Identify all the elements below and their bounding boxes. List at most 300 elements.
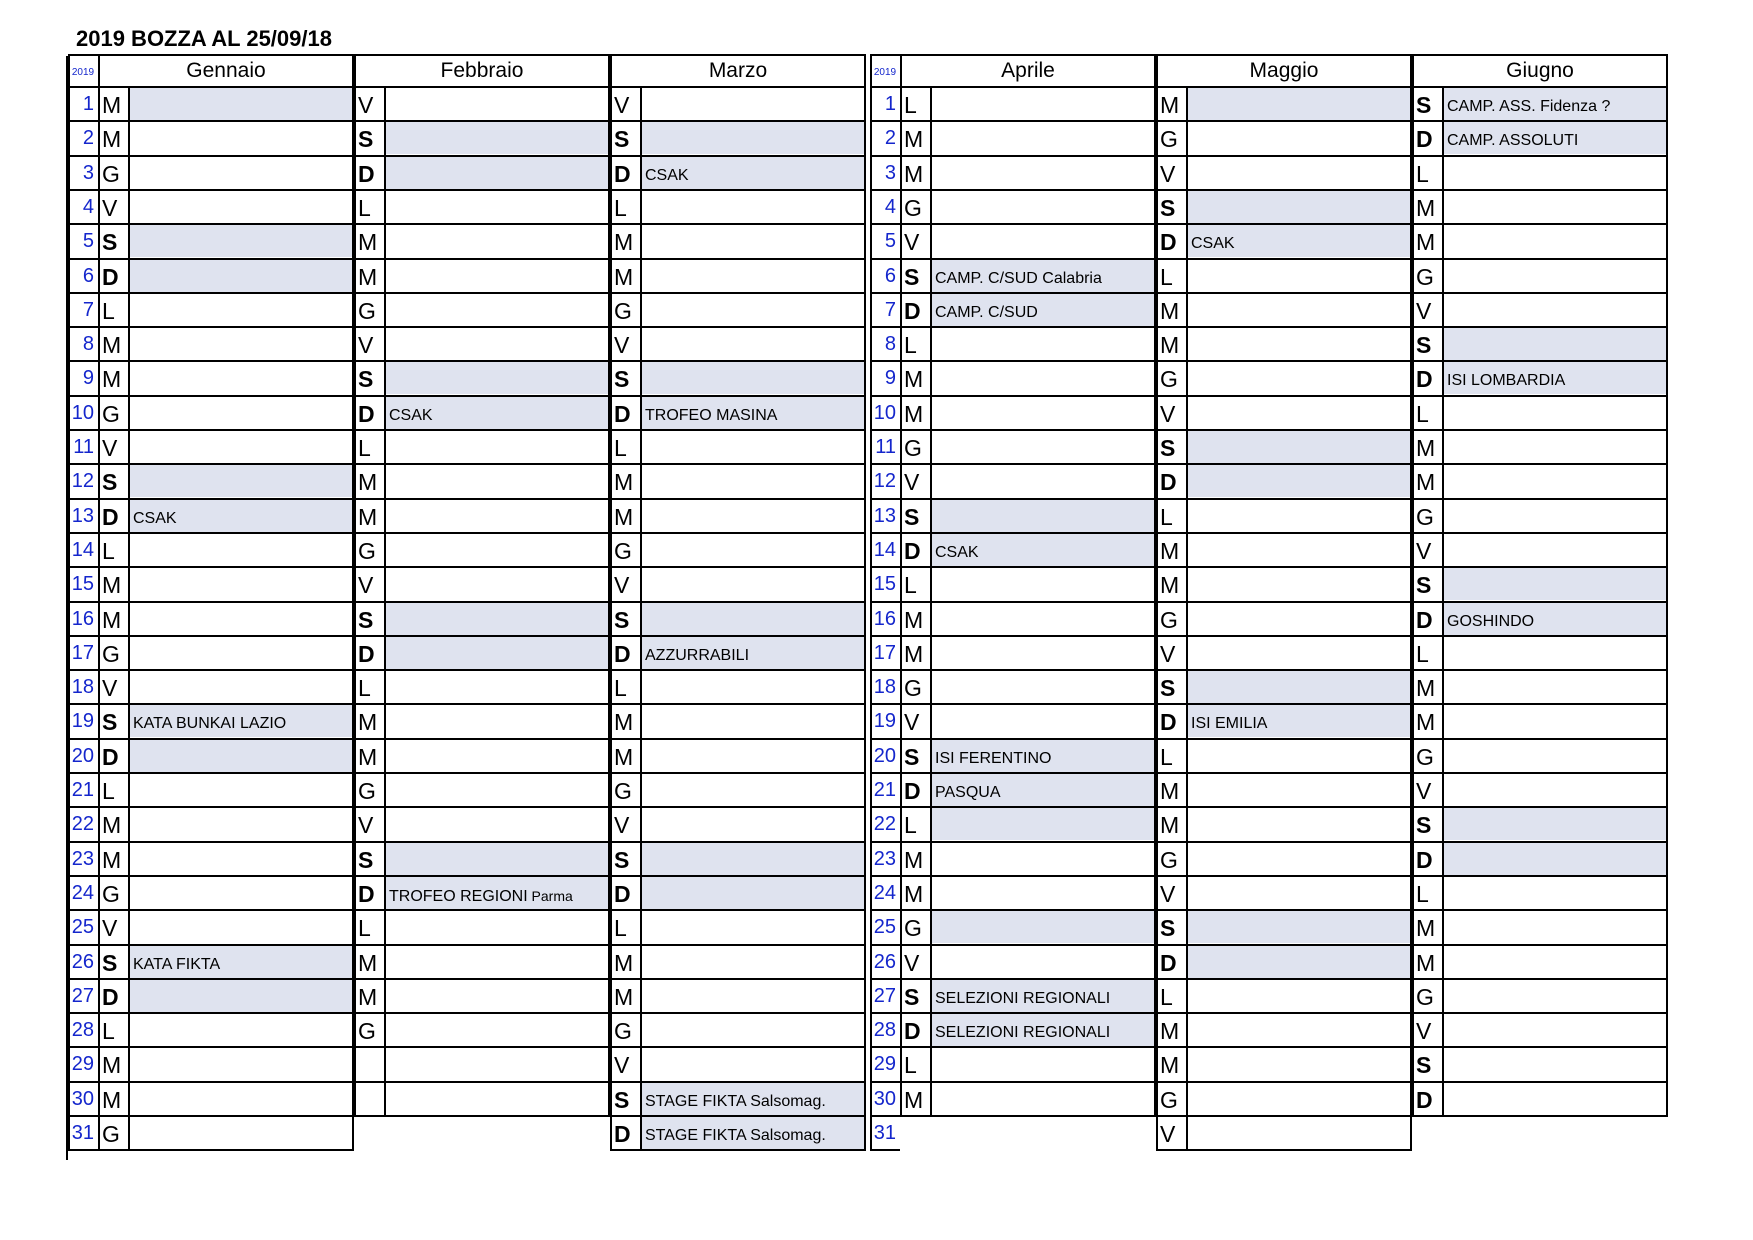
event-cell[interactable]: [642, 397, 866, 429]
calendar-day-row: [1156, 122, 1412, 156]
event-text: TROFEO MASINA: [645, 406, 778, 424]
calendar-day-row: [1156, 877, 1412, 911]
grid-line: [864, 56, 866, 1151]
calendar-day-row: [354, 88, 610, 122]
weekday-letter: G: [102, 400, 120, 427]
calendar-day-row: [1412, 740, 1668, 774]
event-cell[interactable]: [386, 740, 610, 772]
day-number: 25: [873, 916, 896, 939]
event-cell[interactable]: [130, 260, 354, 292]
event-cell[interactable]: [642, 157, 866, 189]
event-cell[interactable]: [386, 808, 610, 840]
event-cell[interactable]: [130, 225, 354, 257]
event-cell[interactable]: [932, 603, 1156, 635]
event-cell[interactable]: [1444, 603, 1668, 635]
event-cell[interactable]: [130, 1048, 354, 1080]
grid-line: [354, 56, 356, 1117]
grid-line: [68, 738, 98, 740]
grid-line: [900, 875, 1156, 877]
event-cell[interactable]: [1444, 294, 1668, 326]
grid-line: [900, 806, 1156, 808]
event-cell[interactable]: [642, 294, 866, 326]
event-cell[interactable]: [642, 431, 866, 463]
event-cell[interactable]: [1188, 157, 1412, 189]
event-cell[interactable]: [932, 260, 1156, 292]
event-cell[interactable]: [1188, 500, 1412, 532]
event-cell[interactable]: [642, 500, 866, 532]
event-cell[interactable]: [1444, 568, 1668, 600]
event-cell[interactable]: [1444, 774, 1668, 806]
calendar-day-row: [98, 603, 354, 637]
grid-line: [354, 326, 610, 328]
event-cell[interactable]: [386, 431, 610, 463]
calendar-day-row: [98, 705, 354, 739]
event-cell[interactable]: [386, 191, 610, 223]
weekday-letter: D: [358, 880, 375, 907]
event-cell[interactable]: [130, 843, 354, 875]
event-text: KATA BUNKAI LAZIO: [133, 715, 287, 733]
event-cell[interactable]: [1188, 362, 1412, 394]
event-cell[interactable]: [642, 122, 866, 154]
event-cell[interactable]: [1188, 225, 1412, 257]
weekday-letter: M: [1160, 1052, 1180, 1079]
month-giugno: [1412, 56, 1668, 1160]
grid-line: [1156, 86, 1412, 88]
event-cell[interactable]: [1444, 465, 1668, 497]
event-cell[interactable]: [130, 534, 354, 566]
event-cell[interactable]: [130, 1117, 354, 1149]
weekday-letter: D: [904, 537, 921, 564]
event-cell[interactable]: [1444, 500, 1668, 532]
event-cell[interactable]: [642, 705, 866, 737]
event-cell[interactable]: [642, 328, 866, 360]
event-cell[interactable]: [932, 911, 1156, 943]
weekday-letter: M: [358, 983, 378, 1010]
event-cell[interactable]: [1188, 1083, 1412, 1115]
event-cell[interactable]: [386, 294, 610, 326]
month-group-2: [870, 56, 1668, 1160]
event-cell[interactable]: [130, 362, 354, 394]
grid-line: [98, 566, 354, 568]
event-cell[interactable]: [642, 260, 866, 292]
event-cell[interactable]: [1188, 1014, 1412, 1046]
day-number: 9: [82, 367, 94, 390]
event-cell[interactable]: [386, 260, 610, 292]
event-cell[interactable]: [1188, 1117, 1412, 1149]
event-cell[interactable]: [1444, 671, 1668, 703]
event-cell[interactable]: [130, 1014, 354, 1046]
weekday-letter: L: [904, 92, 917, 118]
event-cell[interactable]: [386, 980, 610, 1012]
event-cell[interactable]: [130, 980, 354, 1012]
calendar-day-row: [1156, 431, 1412, 465]
event-cell[interactable]: [642, 1083, 866, 1115]
event-cell[interactable]: [932, 671, 1156, 703]
calendar-day-row: [1156, 157, 1412, 191]
event-cell[interactable]: [932, 843, 1156, 875]
event-cell[interactable]: [1188, 1048, 1412, 1080]
grid-line: [354, 292, 610, 294]
grid-line: [1412, 463, 1668, 465]
weekday-letter: G: [358, 1018, 376, 1045]
event-cell[interactable]: [130, 157, 354, 189]
event-cell[interactable]: [642, 191, 866, 223]
grid-line: [354, 532, 610, 534]
calendar-day-row: [1412, 431, 1668, 465]
event-cell[interactable]: [130, 328, 354, 360]
event-cell[interactable]: [1444, 431, 1668, 463]
event-cell[interactable]: [1444, 328, 1668, 360]
calendar-day-row: [900, 740, 1156, 774]
event-cell[interactable]: [130, 122, 354, 154]
grid-line: [1412, 360, 1668, 362]
event-cell[interactable]: [1188, 397, 1412, 429]
event-cell[interactable]: [932, 122, 1156, 154]
event-cell[interactable]: [1188, 88, 1412, 120]
year-label: 2019: [71, 67, 95, 78]
event-cell[interactable]: [130, 808, 354, 840]
event-cell[interactable]: [642, 534, 866, 566]
event-cell[interactable]: [642, 568, 866, 600]
grid-line: [870, 189, 900, 191]
event-cell[interactable]: [932, 877, 1156, 909]
event-cell[interactable]: [932, 431, 1156, 463]
grid-line: [354, 738, 610, 740]
day-number: 26: [873, 950, 896, 973]
event-cell[interactable]: [1188, 843, 1412, 875]
event-cell[interactable]: [932, 946, 1156, 978]
event-cell[interactable]: [1188, 568, 1412, 600]
event-cell[interactable]: [642, 877, 866, 909]
event-cell[interactable]: [1444, 843, 1668, 875]
event-cell[interactable]: [386, 774, 610, 806]
event-cell[interactable]: [1444, 191, 1668, 223]
grid-line: [354, 635, 610, 637]
event-cell[interactable]: [1188, 877, 1412, 909]
event-cell[interactable]: [1188, 808, 1412, 840]
event-cell[interactable]: [1444, 911, 1668, 943]
event-text: ISI LOMBARDIA: [1447, 372, 1566, 390]
calendar-day-row: [354, 774, 610, 808]
event-cell[interactable]: [1188, 980, 1412, 1012]
weekday-letter: L: [102, 1018, 115, 1045]
event-cell[interactable]: [1188, 740, 1412, 772]
event-cell[interactable]: [642, 980, 866, 1012]
event-cell[interactable]: [1444, 877, 1668, 909]
weekday-letter: D: [614, 640, 631, 667]
event-cell[interactable]: [932, 568, 1156, 600]
event-cell[interactable]: [932, 637, 1156, 669]
weekday-letter: M: [102, 92, 122, 118]
event-cell[interactable]: [130, 88, 354, 120]
event-cell[interactable]: [642, 88, 866, 120]
event-cell[interactable]: [386, 911, 610, 943]
event-cell[interactable]: [1444, 397, 1668, 429]
calendar-day-row: [900, 843, 1156, 877]
event-cell[interactable]: [1444, 88, 1668, 120]
event-cell[interactable]: [1188, 465, 1412, 497]
grid-line: [354, 223, 610, 225]
event-cell[interactable]: [1188, 431, 1412, 463]
calendar-day-row: [610, 397, 866, 431]
event-cell[interactable]: [642, 465, 866, 497]
event-cell[interactable]: [1188, 705, 1412, 737]
event-cell[interactable]: [932, 225, 1156, 257]
event-cell[interactable]: [642, 637, 866, 669]
grid-line: [900, 223, 1156, 225]
grid-line: [1156, 566, 1412, 568]
event-cell[interactable]: [386, 362, 610, 394]
event-cell[interactable]: [1444, 808, 1668, 840]
event-cell[interactable]: [386, 534, 610, 566]
calendar-day-row: [354, 500, 610, 534]
weekday-letter: M: [102, 846, 122, 873]
calendar-day-row: [900, 946, 1156, 980]
event-cell[interactable]: [1444, 157, 1668, 189]
grid-line: [870, 463, 900, 465]
event-cell[interactable]: [130, 568, 354, 600]
event-cell[interactable]: [642, 225, 866, 257]
weekday-letter: M: [1160, 812, 1180, 839]
weekday-letter: S: [1160, 675, 1176, 702]
weekday-letter: M: [358, 709, 378, 736]
event-cell[interactable]: [1444, 1083, 1668, 1115]
event-cell[interactable]: [642, 1117, 866, 1149]
event-cell[interactable]: [386, 328, 610, 360]
page-title: 2019 BOZZA AL 25/09/18: [76, 26, 332, 51]
event-cell[interactable]: [932, 1083, 1156, 1115]
event-cell[interactable]: [386, 157, 610, 189]
event-cell[interactable]: [130, 603, 354, 635]
event-cell[interactable]: [642, 843, 866, 875]
event-cell[interactable]: [386, 946, 610, 978]
calendar-day-row: [610, 740, 866, 774]
event-cell[interactable]: [932, 191, 1156, 223]
event-cell[interactable]: [642, 740, 866, 772]
weekday-letter: M: [904, 1086, 924, 1113]
event-cell[interactable]: [1188, 911, 1412, 943]
event-cell[interactable]: [1444, 122, 1668, 154]
event-cell[interactable]: [130, 191, 354, 223]
event-cell[interactable]: [1188, 122, 1412, 154]
event-cell[interactable]: [386, 705, 610, 737]
event-cell[interactable]: [386, 1048, 610, 1080]
calendar-day-row: [354, 260, 610, 294]
event-cell[interactable]: [1444, 225, 1668, 257]
event-cell[interactable]: [932, 774, 1156, 806]
event-cell[interactable]: [130, 705, 354, 737]
event-cell[interactable]: [932, 465, 1156, 497]
grid-line: [1412, 738, 1668, 740]
event-cell[interactable]: [130, 911, 354, 943]
grid-line: [1156, 703, 1412, 705]
event-cell[interactable]: [130, 431, 354, 463]
grid-line: [98, 498, 354, 500]
grid-line: [1412, 875, 1668, 877]
grid-line: [1412, 703, 1668, 705]
event-cell[interactable]: [932, 397, 1156, 429]
event-text: STAGE FIKTA Salsomag.: [645, 1092, 826, 1110]
event-cell[interactable]: [1188, 603, 1412, 635]
event-cell[interactable]: [932, 294, 1156, 326]
event-cell[interactable]: [932, 362, 1156, 394]
event-text: CAMP. ASSOLUTI: [1447, 132, 1579, 150]
event-cell[interactable]: [642, 774, 866, 806]
weekday-letter: L: [614, 675, 627, 702]
event-cell[interactable]: [932, 534, 1156, 566]
event-cell[interactable]: [386, 122, 610, 154]
event-cell[interactable]: [386, 671, 610, 703]
weekday-letter: M: [1416, 194, 1436, 221]
event-cell[interactable]: [932, 980, 1156, 1012]
calendar-day-row: [1412, 1083, 1668, 1117]
event-cell[interactable]: [1444, 740, 1668, 772]
grid-line: [1156, 326, 1412, 328]
event-cell[interactable]: [932, 500, 1156, 532]
event-cell[interactable]: [932, 328, 1156, 360]
weekday-letter: M: [1160, 572, 1180, 599]
event-cell[interactable]: [642, 808, 866, 840]
event-cell[interactable]: [1444, 946, 1668, 978]
event-cell[interactable]: [1444, 705, 1668, 737]
event-cell[interactable]: [1444, 1048, 1668, 1080]
calendar-day-row: [610, 157, 866, 191]
weekday-letter: M: [1160, 1018, 1180, 1045]
event-cell[interactable]: [1444, 980, 1668, 1012]
calendar-day-row: [354, 1048, 610, 1082]
event-cell[interactable]: [386, 1014, 610, 1046]
event-cell[interactable]: [1188, 294, 1412, 326]
calendar-day-row: [900, 225, 1156, 259]
day-number: 20: [873, 744, 896, 767]
grid-line: [68, 395, 98, 397]
weekday-letter: S: [614, 126, 630, 153]
weekday-letter: D: [358, 160, 375, 187]
event-cell[interactable]: [130, 397, 354, 429]
event-cell[interactable]: [1188, 774, 1412, 806]
weekday-letter: G: [904, 675, 922, 702]
event-cell[interactable]: [1188, 637, 1412, 669]
grid-line: [610, 223, 866, 225]
event-cell[interactable]: [932, 1014, 1156, 1046]
event-cell[interactable]: [130, 877, 354, 909]
day-number: 14: [873, 538, 896, 561]
event-cell[interactable]: [130, 1083, 354, 1115]
grid-line: [870, 155, 900, 157]
event-cell[interactable]: [1444, 1014, 1668, 1046]
event-cell[interactable]: [386, 88, 610, 120]
event-cell[interactable]: [1188, 534, 1412, 566]
event-cell[interactable]: [932, 88, 1156, 120]
weekday-letter: S: [1160, 435, 1176, 461]
event-cell[interactable]: [386, 225, 610, 257]
event-cell[interactable]: [386, 397, 610, 429]
calendar-day-row: [354, 397, 610, 431]
weekday-letter: D: [904, 1018, 921, 1045]
grid-line: [870, 1081, 900, 1083]
weekday-letter: L: [358, 435, 371, 461]
weekday-letter: G: [904, 915, 922, 942]
event-cell[interactable]: [386, 465, 610, 497]
calendar-day-row: [610, 431, 866, 465]
event-cell[interactable]: [386, 843, 610, 875]
event-cell[interactable]: [1188, 191, 1412, 223]
day-number: 25: [71, 916, 94, 939]
grid-line: [354, 86, 610, 88]
event-cell[interactable]: [130, 465, 354, 497]
event-cell[interactable]: [1188, 260, 1412, 292]
calendar-day-row: [1156, 191, 1412, 225]
event-cell[interactable]: [932, 740, 1156, 772]
weekday-letter: M: [102, 1052, 122, 1079]
event-cell[interactable]: [130, 294, 354, 326]
event-cell[interactable]: [130, 671, 354, 703]
event-cell[interactable]: [386, 500, 610, 532]
calendar-day-row: [354, 740, 610, 774]
grid-line: [1156, 806, 1412, 808]
event-cell[interactable]: [130, 500, 354, 532]
event-cell[interactable]: [1188, 328, 1412, 360]
calendar-day-row: [98, 1083, 354, 1117]
event-cell[interactable]: [642, 362, 866, 394]
event-cell[interactable]: [642, 946, 866, 978]
event-cell[interactable]: [1188, 671, 1412, 703]
grid-line: [610, 258, 866, 260]
event-cell[interactable]: [642, 911, 866, 943]
event-cell[interactable]: [932, 157, 1156, 189]
grid-line: [98, 772, 354, 774]
grid-line: [870, 223, 900, 225]
event-cell[interactable]: [386, 568, 610, 600]
event-cell[interactable]: [130, 774, 354, 806]
event-cell[interactable]: [1444, 534, 1668, 566]
event-cell[interactable]: [386, 637, 610, 669]
event-text: CAMP. ASS. Fidenza ?: [1447, 98, 1611, 115]
weekday-letter: D: [1416, 1086, 1433, 1113]
event-cell[interactable]: [1188, 946, 1412, 978]
event-cell[interactable]: [932, 705, 1156, 737]
event-cell[interactable]: [932, 808, 1156, 840]
weekday-letter: M: [1416, 435, 1436, 461]
event-cell[interactable]: [1444, 260, 1668, 292]
grid-line: [610, 189, 866, 191]
event-cell[interactable]: [386, 877, 610, 909]
event-cell[interactable]: [130, 740, 354, 772]
calendar-day-row: [610, 500, 866, 534]
calendar-day-row: [900, 911, 1156, 945]
calendar-day-row: [354, 191, 610, 225]
calendar-day-row: [610, 191, 866, 225]
event-cell[interactable]: [130, 637, 354, 669]
event-cell[interactable]: [386, 603, 610, 635]
event-cell[interactable]: [130, 946, 354, 978]
grid-line: [68, 703, 98, 705]
event-cell[interactable]: [642, 1014, 866, 1046]
calendar-day-row: [1412, 980, 1668, 1014]
event-cell[interactable]: [642, 671, 866, 703]
grid-line: [900, 944, 1156, 946]
event-cell[interactable]: [932, 1048, 1156, 1080]
event-cell[interactable]: [386, 1083, 610, 1115]
event-cell[interactable]: [1444, 637, 1668, 669]
grid-line: [68, 1149, 98, 1151]
grid-line: [98, 326, 354, 328]
event-cell[interactable]: [642, 1048, 866, 1080]
event-text: CAMP. C/SUD Calabria: [935, 269, 1102, 287]
grid-line: [354, 189, 610, 191]
event-cell[interactable]: [1444, 362, 1668, 394]
event-cell[interactable]: [642, 603, 866, 635]
